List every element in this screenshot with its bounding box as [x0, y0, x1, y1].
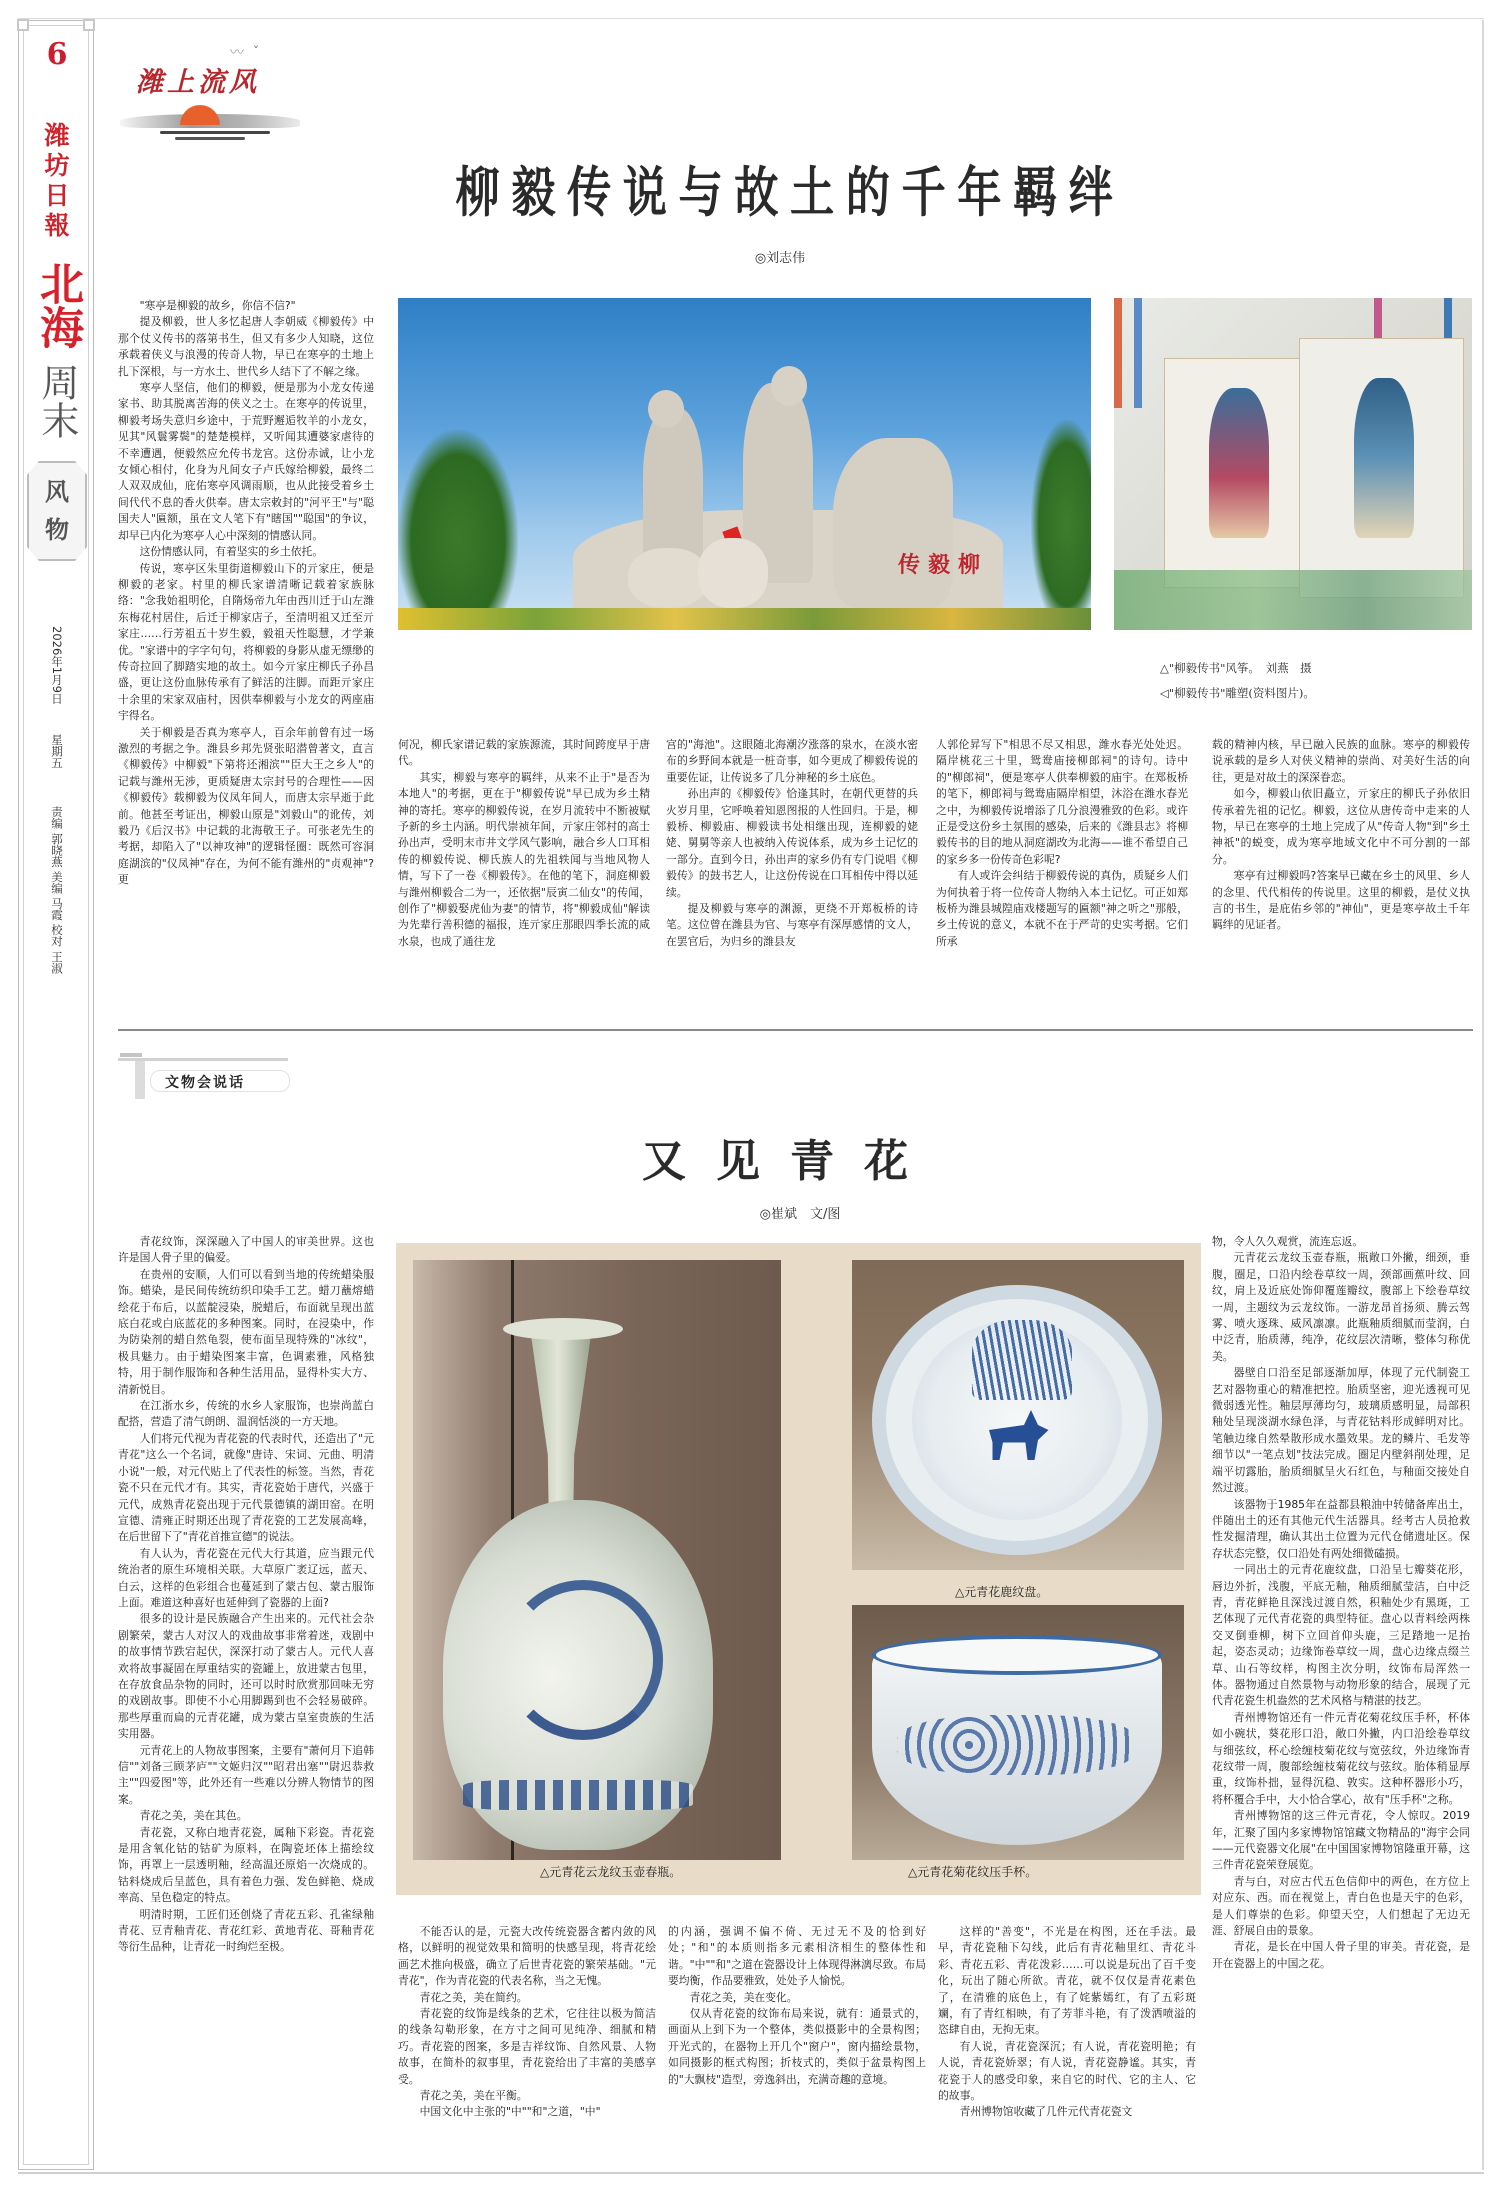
- sheep-sculpture: [628, 548, 708, 608]
- article2-column-2: [398, 1924, 656, 2121]
- paragraph: 其实，柳毅与寒亭的羁绊，从来不止于"是否为本地人"的考据，更在于"柳毅传说"早已成为乡土精神的寄托。寒亭的柳毅传说，在岁月流转中不断被赋予新的乡土内涵。明代崇祯年间，亓家庄邻村的高士孙出声，受明末市井文学风气影响，融合乡人口耳相传的柳毅传说、柳氏族人的先祖轶闻与当地风物人情，写下了一卷《柳毅传》。在他的笔下，洞庭柳毅与潍州柳毅合二为一，还依据"辰寅二仙女"的传闻，创作了"柳毅娶虎仙为妻"的情节，将"柳毅成仙"解读为先辈行善积德的福报，连亓家庄那眼四季长流的咸水泉，也成了通往龙: [398, 770, 650, 948]
- paragraph: 不能否认的是，元瓷大改传统瓷器含蓄内敛的风格，以鲜明的视觉效果和简明的快感呈现，将青花绘画艺术推向极盛，确立了后世青花瓷的繁荣基础。"元青花"，作为青花瓷的代表名称，当之无愧。: [398, 1925, 656, 1988]
- supplement-subtitle: [19, 363, 95, 439]
- paragraph: 青州博物馆的这三件元青花，令人惊叹。2019年，汇聚了国内多家博物馆馆藏文物精品的"海宇会同——元代瓷器文化展"在中国国家博物馆隆重开幕，这三件青花瓷荣登展览。: [1212, 1809, 1470, 1872]
- paragraph: 元青花云龙纹玉壶春瓶，瓶敞口外撇，细颈，垂腹，圈足，口沿内绘卷草纹一周，颈部画蕉叶纹、回纹，肩上及近底处饰仰覆莲瓣纹，腹部上下绘卷草纹一周，主题纹为云龙纹饰。一游龙昂首扬须、腾云驾雾、喷火逐珠、威风凛凛。此瓶釉质细腻而莹润，白中泛青，胎质薄，纯净，花纹层次清晰，整体匀称优美。: [1212, 1251, 1470, 1363]
- cup-photo-caption: △元青花菊花纹压手杯。: [908, 1865, 1038, 1879]
- paragraph: 这份情感认同，有着坚实的乡土依托。: [139, 545, 324, 559]
- issue-weekday: 星期五: [50, 733, 64, 769]
- top-rule: [18, 18, 1484, 19]
- paragraph: 青花，是长在中国人骨子里的审美。青花瓷，是开在瓷器上的中国之花。: [1212, 1940, 1470, 1970]
- paragraph: 传说，寒亭区朱里街道柳毅山下的亓家庄，便是柳毅的老家。村里的柳氏家谱清晰记载着家族脉络："念我始祖明伦，自隋炀帝九年由西川迁于山左潍东梅花村居住，后迁于柳家店子，至清明祖又迁至亓家庄……行芳祖五十岁生毅，毅祖天性聪慧，才学兼优。"家谱中的字字句句，将柳毅的身影从虚无缥缈的传奇拉回了脚踏实地的故土。如今亓家庄柳氏子孙昌盛，更让这份血脉传承有了鲜活的注脚。而距亓家庄十余里的宋家双庙村，因供奉柳毅与小龙女的两座庙宇得名。: [118, 561, 374, 723]
- paragraph: 的内涵，强调不偏不倚、无过无不及的恰到好处；"和"的本质则指多元素相济相生的整体性和谐。"中""和"之道在瓷器设计上体现得淋漓尽致。布局要均衡，作品要雅致，处处予人愉悦。: [668, 1925, 926, 1988]
- article2-column-4: [938, 1924, 1196, 2121]
- paper-name: [19, 121, 95, 241]
- sun-icon: [180, 105, 220, 125]
- sculpture-head: [648, 390, 684, 428]
- paper-name-char: 潍: [44, 121, 70, 150]
- section-divider: [118, 1029, 1473, 1031]
- kite-tassel: [1114, 298, 1122, 408]
- paragraph: 仅从青花瓷的纹饰布局来说，就有：通景式的，画面从上到下为一个整体，类似摄影中的全景构图；开光式的，在器物上开几个"窗户"，窗内描绘景物，如同摄影的框式构图；折枝式的，类似于盆景构图上的"大飘枝"造型，旁逸斜出，充满奇趣的意境。: [668, 2007, 926, 2086]
- paragraph: 青与白，对应古代五色信仰中的两色，在方位上对应东、西。而在视觉上，青白色也是天宇的色彩，是人们尊崇的色彩。仰望天空，人们想起了无边无涯、舒展自由的景象。: [1212, 1874, 1470, 1938]
- paragraph: 青花瓷的纹饰是线条的艺术，它往往以极为简洁的线条勾勒形象，在方寸之间可见纯净、细腻和精巧。青花瓷的图案，多是吉祥纹饰、自然风景、人物故事，在简朴的叙事里，青花瓷给出了丰富的美感享受。: [398, 2007, 656, 2086]
- kite-figure-painting: [1209, 388, 1269, 538]
- article1-byline: ◎刘志伟: [754, 251, 806, 266]
- masthead-sidebar: [18, 20, 94, 2170]
- paragraph: 孙出声的《柳毅传》恰逢其时，在朝代更替的兵火岁月里，它呼唤着知恩图报的人性回归。于是，柳毅桥、柳毅庙、柳毅读书处相继出现，连柳毅的姥姥、舅舅等亲人也被纳入传说体系，成为乡土记忆的一部分。直到今日，孙出声的家乡仍有专门说唱《柳毅传》的鼓书艺人，让这份传说在口耳相传中得以延续。: [666, 787, 918, 899]
- paragraph: 在贵州的安顺，人们可以看到当地的传统蜡染服饰。蜡染，是民间传统纺织印染手工艺。蜡刀蘸熔蜡绘花于布后，以蓝靛浸染，脱蜡后，布面就呈现出蓝底白花或白底蓝花的多种图案。同时，在浸染中，作为防染剂的蜡自然龟裂，使布面呈现特殊的"冰纹"，极具魅力。由于蜡染图案丰富，色调素雅，风格独特，用于制作服饰和各种生活用品，显得朴实大方、清新悦目。: [118, 1267, 374, 1396]
- article1-column-1: [118, 298, 374, 889]
- tree-shape: [1031, 420, 1091, 610]
- paragraph: 青花之美，美在平衡。: [419, 2089, 528, 2103]
- paragraph: 中国文化中主张的"中""和"之道，"中": [419, 2105, 601, 2119]
- paragraph: 提及柳毅与寒亭的渊源，更绕不开郑板桥的诗笔。这位曾在潍县为官、与寒亭有深厚感情的文人，在罢官后，为归乡的潍县友: [666, 902, 918, 948]
- page-number: 6: [46, 37, 68, 72]
- paragraph: 明清时期，工匠们还创烧了青花五彩、孔雀绿釉青花、豆青釉青花、青花红彩、黄地青花、哥釉青花等衍生品种，让青花一时绚烂至极。: [118, 1907, 374, 1954]
- paragraph: 青州博物馆还有一件元青花菊花纹压手杯，杯体如小碗状，葵花形口沿，敞口外撇，内口沿绘卷草纹与细弦纹，杯心绘缠枝菊花纹与宽弦纹，外边缘饰青花纹带一周，腹部绘缠枝菊花纹与弦纹。胎体稍显厚重，纹饰朴拙，显得沉稳、敦实。这种杯器形小巧，将杯覆合手中，大小恰合掌心，故有"压手杯"之称。: [1212, 1710, 1470, 1806]
- lotus-band-motif: [463, 1780, 693, 1810]
- horse-sculpture: [833, 438, 953, 608]
- paragraph: 青州博物馆收藏了几件元代青花瓷文: [959, 2105, 1133, 2119]
- article2-column-5: [1212, 1234, 1470, 1972]
- paragraph: 人郭伦昇写下"相思不尽又相思，潍水春光处处迟。隔岸桃花三十里，鸳鸯庙接柳郎祠"的诗句。诗中的"柳郎祠"，便是寒亭人供奉柳毅的庙宇。在郑板桥的笔下，柳郎祠与鸳鸯庙隔岸相望，沐浴在潍水春光之中，为柳毅传说增添了几分浪漫雅致的色彩。或许正是受这份乡土氛围的感染，后来的《潍县志》将柳毅传书的目的地从洞庭湖改为北海——谁不希望自己的家乡多一份传奇色彩呢?: [936, 738, 1188, 866]
- kite-figure-painting: [1354, 378, 1414, 538]
- paragraph: 青花纹饰，深深融入了中国人的审美世界。这也许是国人骨子里的偏爱。: [118, 1235, 374, 1265]
- article2-headline: 又见青花: [642, 1136, 938, 1187]
- article1-headline: 柳毅传说与故土的千年羁绊: [455, 161, 1125, 224]
- paragraph: 有人认为，青花瓷在元代大行其道，应当跟元代统治者的原生环境相关联。大草原广袤辽远，蓝天、白云，这样的色彩组合也蔓延到了蒙古包、蒙古服饰上面。难道这种喜好也延伸到了瓷器的上面?: [118, 1546, 374, 1609]
- paragraph: 器壁自口沿至足部逐渐加厚，体现了元代制瓷工艺对器物重心的精准把控。胎质坚密，迎光透视可见微弱透光性。釉层厚薄均匀，玻璃质感明显，局部积釉处呈现淡湖水绿色泽，与青花钴料形成鲜明对比。笔触边缘自然晕散形成水墨效果。龙的鳞片、毛发等细节以"一笔点划"技法完成。圈足内壁斜削处理，足端平切露胎，胎质细腻呈火石红色，与釉面交接处自然过渡。: [1212, 1366, 1470, 1495]
- paper-name-char: 日: [44, 181, 70, 210]
- kite-photo: [1114, 298, 1472, 630]
- right-border: [1482, 20, 1484, 2170]
- supplement-name: [19, 261, 95, 349]
- article2-column-3: [668, 1924, 926, 2088]
- wave-icon: [160, 131, 270, 134]
- willow-motif: [972, 1320, 1072, 1400]
- vase-photo: [413, 1260, 781, 1860]
- chrysanthemum-motif: [897, 1715, 1137, 1775]
- paragraph: 如今，柳毅山依旧矗立，亓家庄的柳氏子孙依旧传承着先祖的记忆。柳毅，这位从唐传奇中走来的人物，早已在寒亭的土地上完成了从"传奇人物"到"乡土神祇"的蜕变，成为寒亭地域文化中不可分割的一部分。: [1212, 787, 1470, 866]
- paragraph: 元青花上的人物故事图案，主要有"萧何月下追韩信""刘备三顾茅庐""文姬归汉""昭君出塞""尉迟恭救主""四爱图"等，此外还有一些难以分辨人物情节的图案。: [118, 1743, 374, 1806]
- article1-column-5: [1212, 737, 1470, 934]
- paragraph: 宫的"海池"。这眼随北海潮汐涨落的泉水，在淡水密布的乡野间本就是一桩奇事，如今更成了柳毅传说的重要佐证，让传说多了几分神秘的乡土底色。: [666, 738, 918, 784]
- kite-tassel: [1134, 298, 1142, 408]
- statue-photo-caption: ◁"柳毅传书"雕塑(资料图片)。: [1160, 686, 1315, 700]
- paragraph: 在江浙水乡，传统的水乡人家服饰，也崇尚蓝白配搭，营造了清气朗朗、温润恬淡的一方天地。: [118, 1399, 374, 1429]
- paragraph: 这样的"善变"，不光是在构图，还在手法。最早，青花瓷釉下勾线，此后有青花釉里红、青花斗彩、青花五彩、青花泼彩……可以说是玩出了百千变化，玩出了随心所欲。青花，就不仅仅是青花素色了，在清雅的底色上，有了姹紫嫣红，有了五彩斑斓，有了青红相映，有了芳菲斗艳，有了泼洒喷溢的恣肆自由，无拘无束。: [938, 1925, 1196, 2037]
- paragraph: 寒亭人坚信，他们的柳毅，便是那为小龙女传递家书、助其脱离苦海的侠义之士。在寒亭的传说里，柳毅考场失意归乡途中，于荒野邂逅牧羊的小龙女，见其"风鬟雾鬓"的楚楚模样，又听闻其遭婆家虐待的不幸遭遇，便毅然应允传书龙宫。这份赤诚，让小龙女倾心相付，化身为凡间女子卢氏嫁给柳毅，最终二人双双成仙，庇佑寒亭风调雨顺，也从此接受着乡土间代代不息的香火供奉。唐太宗敕封的"河平王"与"聪国夫人"匾额，虽在文人笔下有"瞎国""聪国"的争议，却早已内化为寒亭人心中深刻的情感认同。: [118, 381, 374, 542]
- paragraph: 该器物于1985年在益都县粮油中转储备库出土，伴随出土的还有其他元代生活器具。经考古人员抢救性发掘清理，确认其出土位置为元代仓储遗址区。保存状态完整，仅口沿处有两处细微磕损。: [1212, 1497, 1470, 1560]
- paragraph: 青花之美，美在简约。: [419, 1990, 528, 2004]
- sheep-sculpture: [698, 538, 768, 608]
- paragraph: 一同出土的元青花鹿纹盘，口沿呈七瓣葵花形，唇边外折，浅腹，平底无釉，釉质细腻莹洁，白中泛青，青花鲜艳且深浅过渡自然，积釉处少有黑斑，工艺体现了元代青花瓷的典型特征。盘心以青料绘两株交叉倒垂柳，树下立回首仰头鹿，三足踏地一足抬起，姿态灵动；边缘饰卷草纹一周，盘心边缘点缀兰草、山石等纹样，构图主次分明，纹饰布局浑然一体。器物通过自然景物与动物形象的结合，展现了元代青花瓷生机盎然的艺术风格与精湛的技艺。: [1212, 1563, 1470, 1708]
- tree-shape: [398, 430, 518, 630]
- section-badge-label: 文物会说话: [165, 1075, 245, 1091]
- section-name-char: 物: [45, 515, 69, 544]
- paragraph: 载的精神内核，早已融入民族的血脉。寒亭的柳毅传说承载的是乡人对侠义精神的崇尚、对美好生活的向往，更是对故土的深深眷恋。: [1212, 738, 1470, 784]
- editor-credits: 责编 郭晓燕 美编 马霞 校对 王淑: [50, 805, 64, 974]
- badge-roof-ornament: [120, 1053, 142, 1057]
- article2-column-1: [118, 1234, 374, 1956]
- paragraph: "寒亭是柳毅的故乡，你信不信?": [139, 299, 296, 312]
- flower-bed: [398, 608, 1091, 630]
- sculpture-head: [771, 366, 807, 406]
- paragraph: 何况，柳氏家谱记载的家族源流，其时间跨度早于唐代。: [398, 738, 650, 768]
- wave-icon: [175, 137, 245, 140]
- cup-photo: [852, 1605, 1184, 1860]
- kite-photo-caption: △"柳毅传书"风筝。 刘燕 摄: [1160, 661, 1312, 675]
- paragraph: 青花之美，美在其色。: [139, 1809, 248, 1823]
- plate-photo: [852, 1260, 1184, 1570]
- section-name: [27, 473, 87, 549]
- paragraph: 有人或许会纠结于柳毅传说的真伪，质疑乡人们为何执着于将一位传奇人物纳入本土记忆。可正如郑板桥为潍县城隍庙戏楼题写的匾额"神之听之"那般，乡土传说的意义，本就不在于严苛的史实考据。它们所承: [936, 869, 1188, 948]
- issue-meta: [46, 626, 68, 973]
- statue-inscription: 传毅柳: [898, 552, 989, 578]
- article1-column-2: [398, 737, 650, 950]
- paragraph: 关于柳毅是否真为寒亭人，百余年前曾有过一场激烈的考据之争。潍县乡邦先贤张昭潜曾著文，直言《柳毅传》中柳毅"下第将还湘滨""臣大王之乡人"的记载与潍州无涉，更质疑唐太宗封号的合理性——因《柳毅传》载柳毅为仪凤年间人，而唐太宗早逝于此前。他甚至考证出，柳毅山原是"刘毅山"的讹传，刘毅乃《后汉书》中记载的北海敬王子。可张老先生的考据，却陷入了"以神攻神"的逻辑怪圈：既然可容洞庭湖滨的"仪凤神"存在，为何不能有潍州的"贞观神"?更: [118, 725, 374, 887]
- paragraph: 很多的设计是民族融合产生出来的。元代社会杂剧繁荣，蒙古人对汉人的戏曲故事非常着迷，戏剧中的故事情节跌宕起伏，深深打动了蒙古人。元代人喜欢将故事凝固在厚重结实的瓷罐上，放进蒙古包里，在存放食品杂物的同时，还可以时时欣赏那回味无穷的戏剧故事。即使不小心用脚踢到也不会轻易破碎。那些厚重而扁的元青花罐，成为蒙古皇室贵族的生活实用器。: [118, 1612, 374, 1741]
- plate-photo-caption: △元青花鹿纹盘。: [955, 1585, 1049, 1599]
- paragraph: 青花之美，美在变化。: [689, 1990, 798, 2004]
- frame-corner-ornament: [83, 19, 95, 31]
- article1-column-3: [666, 737, 918, 950]
- vase-lip: [503, 1318, 623, 1340]
- section-name-char: 风: [45, 477, 69, 506]
- paragraph: 提及柳毅，世人多忆起唐人李朝威《柳毅传》中那个仗义传书的落第书生，但又有多少人知晓，这位承载着侠义与浪漫的传奇人物，早已在寒亭的土地上扎下深根，与一方水土、世代乡人结下了不解之缘。: [118, 315, 374, 378]
- paragraph: 青花瓷，又称白地青花瓷，属釉下彩瓷。青花瓷是用含氧化钴的钴矿为原料，在陶瓷坯体上描绘纹饰，再罩上一层透明釉，经高温还原焰一次烧成的。钴料烧成后呈蓝色，具有着色力强、发色鲜艳、烧成率高、呈色稳定的特点。: [118, 1825, 374, 1905]
- article1-column-4: [936, 737, 1188, 950]
- paper-name-char: 坊: [44, 151, 70, 180]
- article2-byline: ◎崔斌 文/图: [759, 1207, 841, 1222]
- badge-post: [135, 1061, 145, 1099]
- paragraph: 寒亭有过柳毅吗?答案早已藏在乡土的风里、乡人的念里、代代相传的传说里。这里的柳毅，是仗义执言的书生，是庇佑乡邻的"神仙"，更是寒亭故土千年羁绊的见证者。: [1212, 869, 1470, 932]
- birds-icon: 〰 ˇ: [230, 45, 262, 61]
- paper-name-char: 報: [44, 211, 70, 240]
- vase-photo-caption: △元青花云龙纹玉壶春瓶。: [540, 1865, 682, 1879]
- paragraph: 人们将元代视为青花瓷的代表时代，还造出了"元青花"这么一个名词，就像"唐诗、宋词、元曲、明清小说"一般，对元代贴上了代表性的标签。当然，青花瓷不只在元代才有。其实，青花瓷始于唐代，兴盛于元代，成熟青花瓷出现于元代景德镇的湖田窑。在明宣德、清雍正时期还出现了青花瓷的工艺发展高峰，在后世留下了"青花首推宣德"的说法。: [118, 1431, 374, 1544]
- bottom-rule: [18, 2172, 1484, 2174]
- statue-photo: [398, 298, 1091, 630]
- paragraph: 物，令人久久观赏，流连忘返。: [1212, 1235, 1364, 1248]
- paragraph: 有人说，青花瓷深沉；有人说，青花瓷明艳；有人说，青花瓷娇翠；有人说，青花瓷静谧。其实，青花瓷于人的感受印象，来自它的时代、它的主人、它的故事。: [938, 2039, 1196, 2103]
- cup-rim: [872, 1635, 1162, 1675]
- frame-corner-ornament: [17, 19, 29, 31]
- kite-landscape-painting: [1114, 570, 1472, 630]
- column-logo-title: 潍上流风: [136, 67, 260, 98]
- issue-date: 2026年1月9日: [50, 626, 64, 705]
- supplement-subtitle-text: 周末: [35, 363, 79, 439]
- dragon-motif: [503, 1580, 663, 1740]
- supplement-name-text: 北海: [32, 261, 83, 349]
